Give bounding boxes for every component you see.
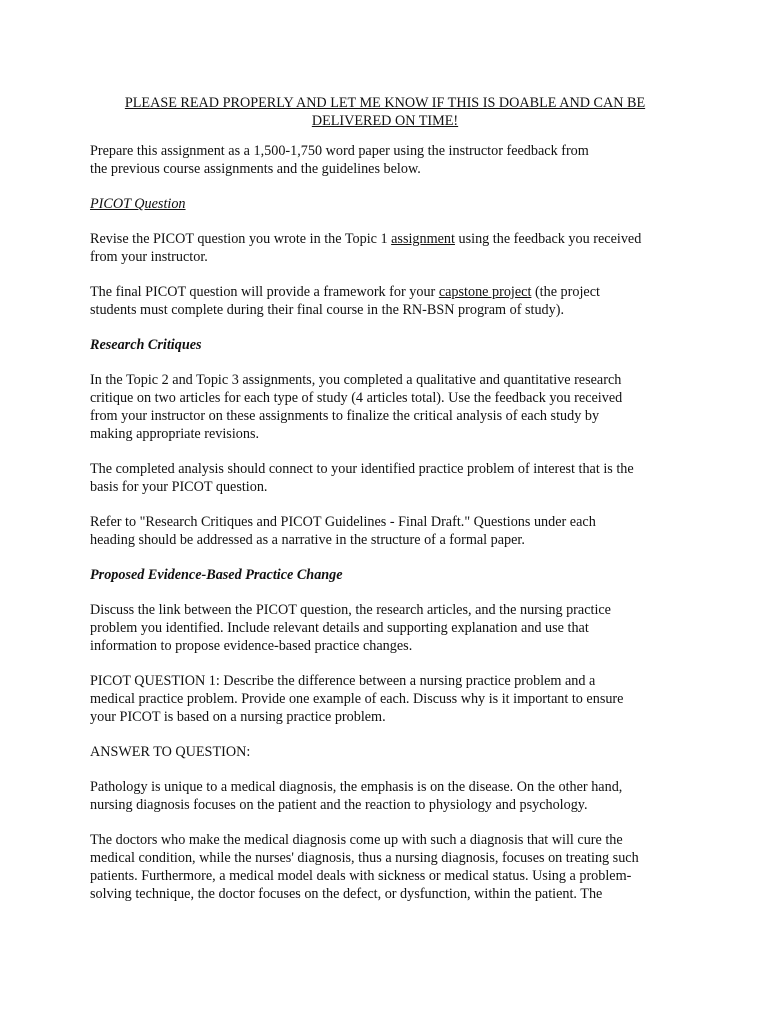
page-title <box>90 94 680 130</box>
research-critiques-heading: Research Critiques <box>90 337 202 353</box>
revise-paragraph: Revise the PICOT question you wrote in the Topic 1 assignment using the feedback you received from your instructor. <box>90 231 642 265</box>
capstone-project-link[interactable]: capstone project <box>438 284 532 300</box>
title-line-1: PLEASE READ PROPERLY AND LET ME KNOW IF THIS IS DOABLE AND CAN BE <box>124 95 646 111</box>
research-paragraph: In the Topic 2 and Topic 3 assignments, you completed a qualitative and quantitative research critique on two articles for each type of study (4 articles total). Use the feedback you received from your instructor on these assignments to finalize the critical analysis of each study by making appropriate revisions. <box>90 372 623 442</box>
refer-paragraph: Refer to "Research Critiques and PICOT Guidelines - Final Draft." Questions under each heading should be addressed as a narrative in the structure of a formal paper. <box>90 514 596 548</box>
picot-question-1: PICOT QUESTION 1: Describe the difference between a nursing practice problem and a medical practice problem. Provide one example of each. Discuss why is it important to ensure your PICOT is based on a nursing practice problem. <box>90 673 624 725</box>
discuss-paragraph: Discuss the link between the PICOT question, the research articles, and the nursing practice problem you identified. Include relevant details and supporting explanation and use that information to propose evidence-based practice changes. <box>90 602 611 654</box>
pathology-paragraph: Pathology is unique to a medical diagnosis, the emphasis is on the disease. On the other hand, nursing diagnosis focuses on the patient and the reaction to physiology and psychology. <box>90 779 623 813</box>
proposed-change-heading: Proposed Evidence-Based Practice Change <box>90 567 343 583</box>
assignment-link[interactable]: assignment <box>391 231 455 247</box>
answer-label: ANSWER TO QUESTION: <box>90 744 251 760</box>
picot-question-heading: PICOT Question <box>90 196 186 212</box>
doctors-paragraph: The doctors who make the medical diagnosis come up with such a diagnosis that will cure the medical condition, while the nurses' diagnosis, thus a nursing diagnosis, focuses on treating such patients. Furthermore, a medical model deals with sickness or medical status. Using a problem- solving technique, the doctor focuses on the defect, or dysfunction, within the patient. The <box>90 832 639 902</box>
analysis-paragraph: The completed analysis should connect to your identified practice problem of interest that is the basis for your PICOT question. <box>90 461 634 495</box>
final-picot-paragraph: The final PICOT question will provide a framework for your capstone project (the project students must complete during their final course in the RN-BSN program of study). <box>90 284 600 318</box>
title-line-2: DELIVERED ON TIME! <box>311 113 459 129</box>
intro-paragraph: Prepare this assignment as a 1,500-1,750 word paper using the instructor feedback from the previous course assignments and the guidelines below. <box>90 143 589 177</box>
